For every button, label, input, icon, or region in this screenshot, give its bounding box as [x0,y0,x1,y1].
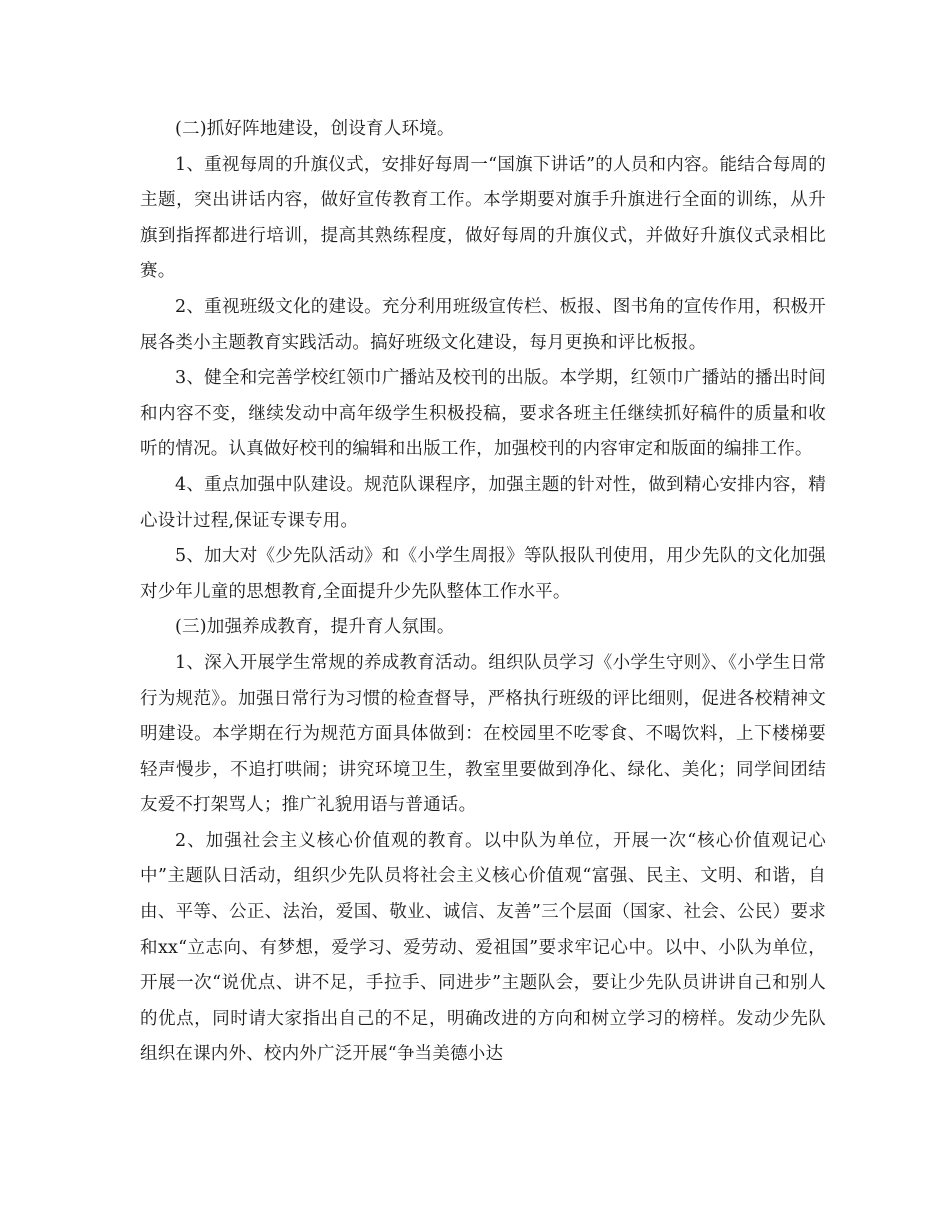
paragraph-class-culture: 2、重视班级文化的建设。充分利用班级宣传栏、板报、图书角的宣传作用，积极开展各类小主题教育实践活动。搞好班级文化建设，每月更换和评比板报。 [140,296,826,353]
paragraph-flag-ceremony: 1、重视每周的升旗仪式，安排好每周一“国旗下讲话”的人员和内容。能结合每周的主题，突出讲话内容，做好宣传教育工作。本学期要对旗手升旗进行全面的训练，从升旗到指挥都进行培训，提高其熟练程度，做好每周的升旗仪式，并做好升旗仪式录相比赛。 [140,154,826,282]
paragraph-squadron-building: 4、重点加强中队建设。规范队课程序，加强主题的针对性，做到精心安排内容，精心设计过程,保证专课专用。 [140,474,826,531]
document-body [140,112,826,1073]
section-heading-2: (二)抓好阵地建设，创设育人环境。 [175,119,455,139]
section-heading-3: (三)加强养成教育，提升育人氛围。 [175,617,455,638]
paragraph-habit-education: 1、深入开展学生常规的养成教育活动。组织队员学习《小学生守则》、《小学生日常行为规范》。加强日常行为习惯的检查督导，严格执行班级的评比细则，促进各校精神文明建设。本学期在行为规范方面具体做到：在校园里不吃零食、不喝饮料，上下楼梯要轻声慢步，不追打哄闹；讲究环境卫生，教室里要做到净化、绿化、美化；同学间团结友爱不打架骂人；推广礼貌用语与普通话。 [140,652,826,816]
paragraph-core-values: 2、加强社会主义核心价值观的教育。以中队为单位，开展一次“核心价值观记心中”主题队日活动，组织少先队员将社会主义核心价值观“富强、民主、文明、和谐，自由、平等、公正、法治，爱国、敬业、诚信、友善”三个层面（国家、社会、公民）要求和xx“立志向、有梦想，爱学习、爱劳动、爱祖国”要求牢记心中。以中、小队为单位，开展一次“说优点、讲不足，手拉手、同进步”主题队会，要让少先队员讲讲自己和别人的优点，同时请大家指出自己的不足，明确改进的方向和树立学习的榜样。发动少先队组织在课内外、校内外广泛开展“争当美德小达 [140,830,826,1065]
paragraph-broadcast-station: 3、健全和完善学校红领巾广播站及校刊的出版。本学期，红领巾广播站的播出时间和内容不变，继续发动中高年级学生积极投稿，要求各班主任继续抓好稿件的质量和收听的情况。认真做好校刊的编辑和出版工作，加强校刊的内容审定和版面的编排工作。 [140,368,826,460]
paragraph-newspapers: 5、加大对《少先队活动》和《小学生周报》等队报队刊使用，用少先队的文化加强对少年儿童的思想教育,全面提升少先队整体工作水平。 [140,546,826,602]
